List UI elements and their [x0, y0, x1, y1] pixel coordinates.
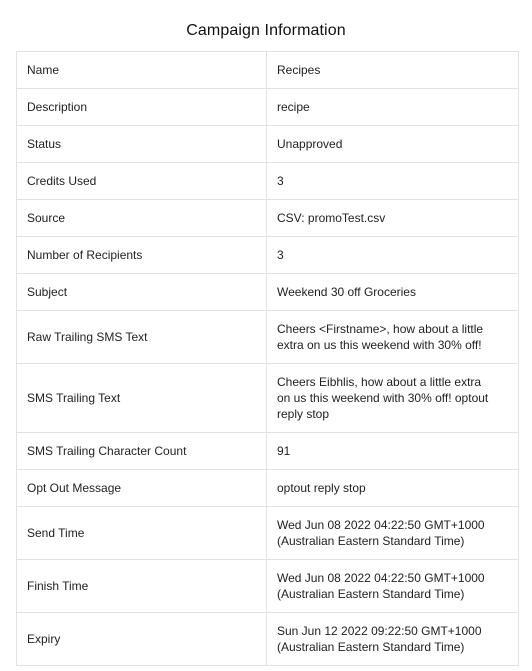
table-row — [17, 200, 519, 237]
row-label: Source — [17, 200, 267, 237]
table-row — [17, 433, 519, 470]
row-value-line: recipe — [277, 100, 310, 114]
row-value-line: (Australian Eastern Standard Time) — [277, 640, 465, 654]
table-row — [17, 237, 519, 274]
table-row — [17, 89, 519, 126]
row-label: SMS Trailing Character Count — [17, 433, 267, 470]
row-value-line: optout reply stop — [277, 481, 366, 495]
row-value-line: CSV: promoTest.csv — [277, 211, 386, 225]
table-row — [17, 507, 519, 560]
row-label: Status — [17, 126, 267, 163]
row-value — [267, 52, 519, 89]
row-value-line: extra on us this weekend with 30% off! — [277, 338, 482, 352]
row-value — [267, 364, 519, 433]
table-row — [17, 163, 519, 200]
row-value — [267, 274, 519, 311]
row-value — [267, 200, 519, 237]
row-value-line: Cheers Eibhlis, how about a little extra — [277, 375, 482, 389]
row-value-line: (Australian Eastern Standard Time) — [277, 534, 465, 548]
table-row — [17, 126, 519, 163]
table-body — [17, 52, 519, 666]
row-value-line: Cheers <Firstname>, how about a little — [277, 322, 484, 336]
row-value-line: reply stop — [277, 407, 330, 421]
table-row — [17, 364, 519, 433]
table-row — [17, 470, 519, 507]
row-value — [267, 311, 519, 364]
row-value-line: on us this weekend with 30% off! optout — [277, 391, 489, 405]
row-label: Subject — [17, 274, 267, 311]
table-row — [17, 274, 519, 311]
row-value-line: Weekend 30 off Groceries — [277, 285, 416, 299]
table-row — [17, 311, 519, 364]
row-value — [267, 433, 519, 470]
row-value-line: 3 — [277, 174, 284, 188]
row-label: Finish Time — [17, 560, 267, 613]
row-value-line: Unapproved — [277, 137, 343, 151]
row-label: Number of Recipients — [17, 237, 267, 274]
row-label: Send Time — [17, 507, 267, 560]
row-label: Name — [17, 52, 267, 89]
row-label: Raw Trailing SMS Text — [17, 311, 267, 364]
row-value — [267, 237, 519, 274]
row-label: Credits Used — [17, 163, 267, 200]
table-row — [17, 613, 519, 666]
row-label: Opt Out Message — [17, 470, 267, 507]
row-value — [267, 163, 519, 200]
row-value-line: Sun Jun 12 2022 09:22:50 GMT+1000 — [277, 624, 482, 638]
row-value — [267, 126, 519, 163]
table-row — [17, 52, 519, 89]
row-value-line: Wed Jun 08 2022 04:22:50 GMT+1000 — [277, 518, 485, 532]
row-label: Expiry — [17, 613, 267, 666]
row-value-line: (Australian Eastern Standard Time) — [277, 587, 465, 601]
row-label: Description — [17, 89, 267, 126]
row-label: SMS Trailing Text — [17, 364, 267, 433]
row-value — [267, 89, 519, 126]
row-value-line: Recipes — [277, 63, 321, 77]
row-value — [267, 613, 519, 666]
row-value-line: 3 — [277, 248, 284, 262]
row-value — [267, 470, 519, 507]
row-value-line: 91 — [277, 444, 291, 458]
row-value — [267, 560, 519, 613]
campaign-info-table — [16, 51, 519, 666]
row-value — [267, 507, 519, 560]
table-row — [17, 560, 519, 613]
row-value-line: Wed Jun 08 2022 04:22:50 GMT+1000 — [277, 571, 485, 585]
page-title: Campaign Information — [186, 22, 346, 39]
